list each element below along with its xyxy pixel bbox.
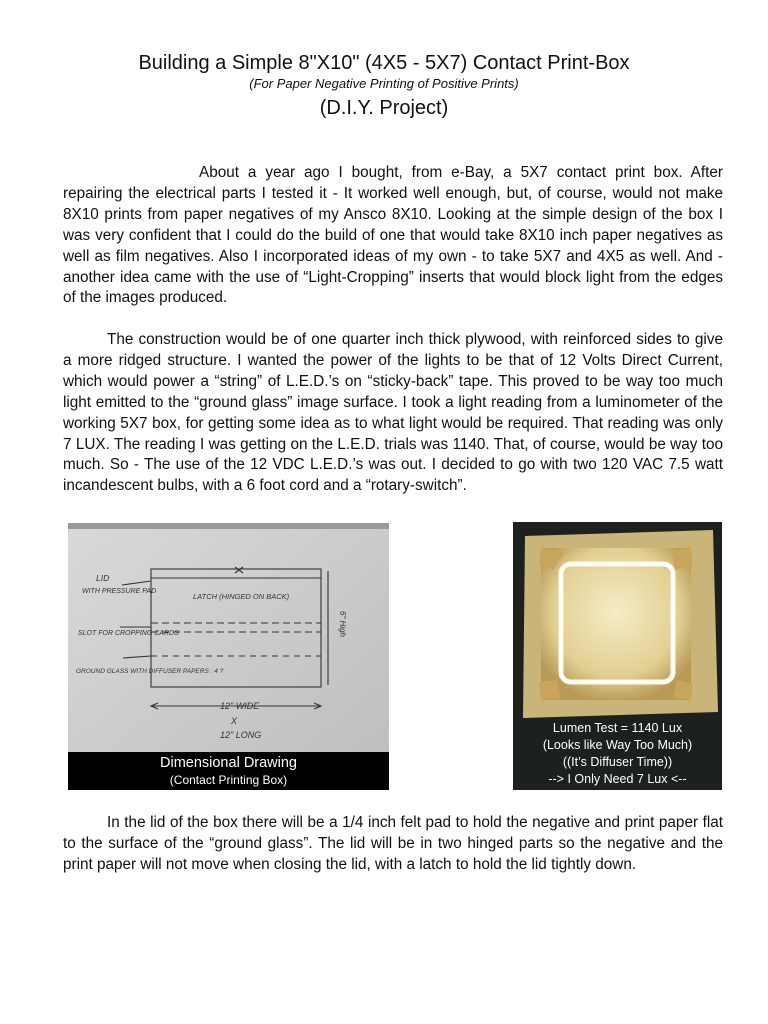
lumen-test-caption-line-1: Lumen Test = 1140 Lux bbox=[552, 721, 683, 735]
drawing-label-wide: 12" WIDE bbox=[220, 701, 260, 711]
lumen-test-caption-line-3: ((It’s Diffuser Time)) bbox=[562, 755, 673, 769]
document-title: Building a Simple 8"X10" (4X5 - 5X7) Contact Print-Box bbox=[138, 52, 630, 74]
drawing-label-long: 12" LONG bbox=[220, 730, 262, 740]
paragraph-intro: About a year ago I bought, from e-Bay, a 5X7 contact print box. After repairing the electrical parts I tested it - It worked well enough, but, of course, would not make 8X10 prints from paper negatives of my Ansco 8X10. Looking at the simple design of the box I was very confident that I could do the build of one that would take 8X10 inch paper negatives as well as film negatives. Also I incorporated ideas of my own - to take 5X7 and 4X5 as well. And - another idea came with the use of “Light-Cropping” inserts that would block light from the edges of the images produced. bbox=[63, 164, 723, 307]
drawing-label-lid: LID bbox=[96, 573, 110, 583]
lumen-test-caption bbox=[513, 720, 722, 788]
document-project-label: (D.I.Y. Project) bbox=[319, 97, 449, 119]
dimensional-drawing-caption-subtitle: (Contact Printing Box) bbox=[169, 773, 288, 787]
dimensional-drawing-photo bbox=[68, 523, 389, 790]
drawing-label-latch: LATCH (HINGED ON BACK) bbox=[193, 592, 290, 601]
paragraph-lid: In the lid of the box there will be a 1/4 inch felt pad to hold the negative and print paper flat to the surface of the “ground glass”. The lid will be in two hinged parts so the negative and the print paper will not move when closing the lid, with a latch to hold the lid tightly down. bbox=[63, 814, 723, 873]
lumen-test-caption-line-2: (Looks like Way Too Much) bbox=[542, 738, 693, 752]
document-subtitle: (For Paper Negative Printing of Positive Prints) bbox=[249, 76, 519, 91]
dimensional-drawing-sketch bbox=[68, 523, 389, 790]
dimensional-drawing-caption-title: Dimensional Drawing bbox=[160, 755, 297, 771]
drawing-label-height: 6" High bbox=[338, 611, 347, 637]
lumen-test-photo bbox=[513, 522, 722, 790]
lumen-test-caption-line-4: --> I Only Need 7 Lux <-- bbox=[548, 772, 687, 786]
drawing-label-pad: WITH PRESSURE PAD bbox=[82, 588, 157, 595]
drawing-label-x: X bbox=[231, 716, 238, 726]
drawing-label-glass: GROUND GLASS WITH DIFFUSER PAPERS : 4 ? bbox=[76, 668, 224, 675]
paragraph-construction: The construction would be of one quarter inch thick plywood, with reinforced sides to give a more ridged structure. I wanted the power of the lights to be that of 12 Volts Direct Current, which would power a “string” of L.E.D.’s on “sticky-back” tape. This proved to be way too much light emitted to the “ground glass” image surface. I took a light reading from a luminometer of the working 5X7 box, for getting some idea as to what light would be required. That reading was only 7 LUX. The reading I was getting on the L.E.D. trials was 1140. That, of course, would be way too much. So - The use of the 12 VDC L.E.D.’s was out. I decided to go with two 120 VAC 7.5 watt incandescent bulbs, with a 6 foot cord and a “rotary-switch”. bbox=[63, 331, 723, 495]
drawing-label-slot: SLOT FOR CROPPING CARDS bbox=[78, 630, 179, 637]
dimensional-drawing-caption bbox=[68, 752, 389, 790]
